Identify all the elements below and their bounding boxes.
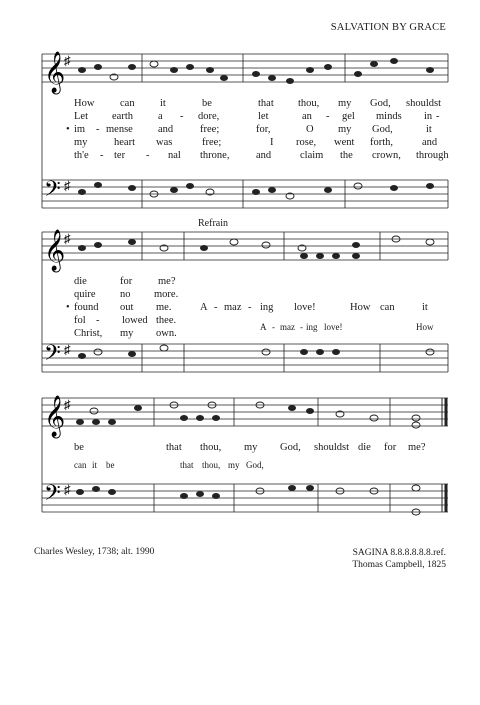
sharp-key-signature-icon: ♯ <box>64 482 71 497</box>
sharp-key-signature-icon: ♯ <box>64 397 71 412</box>
music-system-1 <box>34 40 448 210</box>
treble-clef-icon: 𝄞 <box>44 52 66 93</box>
bass-clef-icon: 𝄢 <box>44 177 61 207</box>
verse-1-line: be that thou, my God, shouldst die for me? <box>74 442 426 453</box>
treble-clef-icon: 𝄞 <box>44 230 66 271</box>
verse-3-line: • found out me. A - maz - ing love! How can it <box>66 302 428 313</box>
sharp-key-signature-icon: ♯ <box>64 53 71 68</box>
refrain-label: Refrain <box>198 218 228 229</box>
bass-clef-icon: 𝄢 <box>44 481 61 511</box>
verse-4-line: fol - lowed thee. <box>74 315 177 326</box>
verse-2-line: quire no more. <box>74 289 179 300</box>
music-system-2 <box>34 218 448 378</box>
sharp-key-signature-icon: ♯ <box>64 342 71 357</box>
verse-3-line: • im - mense and free; for, O my God, it <box>66 124 432 135</box>
bass-clef-icon: 𝄢 <box>44 341 61 371</box>
music-system-3 <box>34 384 448 524</box>
verse-1-line: How can it be that thou, my God, shouldst <box>74 98 442 109</box>
verse-4-line: my heart was free; I rose, went forth, and <box>74 137 438 148</box>
composer-credit: Thomas Campbell, 1825 <box>352 560 446 570</box>
tune-credit <box>352 547 446 571</box>
verse-5-line: Christ, my own. <box>74 328 177 339</box>
treble-clef-icon: 𝄞 <box>44 396 66 437</box>
tune-name: SAGINA 8.8.8.8.8.8.ref. <box>352 548 446 558</box>
verse-2-line: Let earth a - dore, let an - gel minds in - <box>74 111 440 122</box>
echo-line: can it be that thou, my God, <box>74 460 264 470</box>
sharp-key-signature-icon: ♯ <box>64 178 71 193</box>
page-title: SALVATION BY GRACE <box>330 22 446 33</box>
author-credit: Charles Wesley, 1738; alt. 1990 <box>34 547 155 557</box>
sharp-key-signature-icon: ♯ <box>64 231 71 246</box>
verse-1-line: die for me? <box>74 276 176 287</box>
echo-line: A - maz - ing love! How <box>260 322 434 332</box>
verse-5-line: th'e - ter - nal throne, and claim the crown, through <box>74 150 449 161</box>
